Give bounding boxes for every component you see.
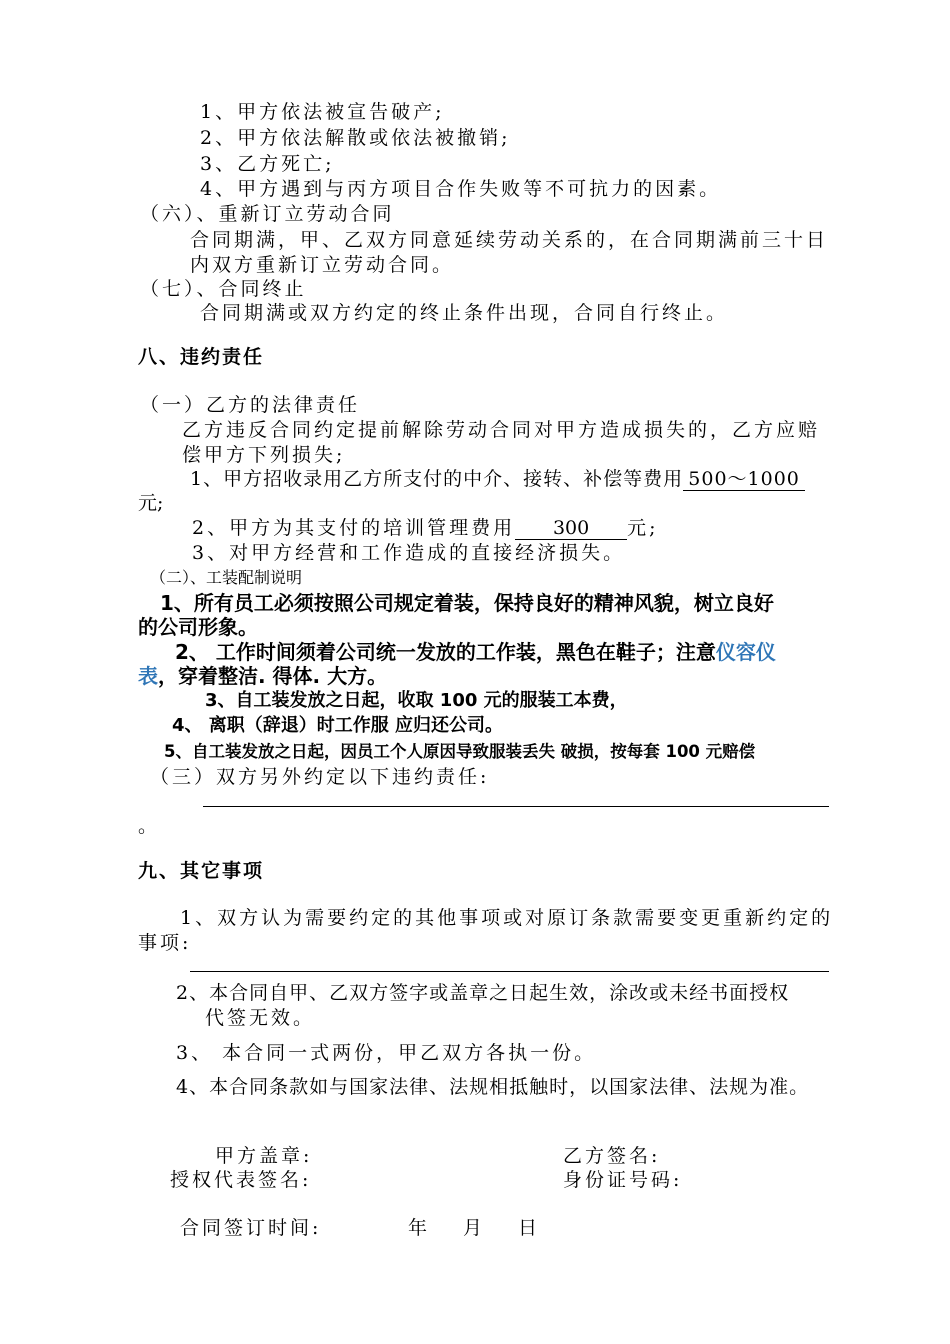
other-item-3: 3、 本合同一式两份，甲乙双方各执一份。 [176, 1042, 597, 1064]
fee-item-3: 3、对甲方经营和工作造成的直接经济损失。 [192, 542, 626, 564]
section-8-sub1-title: （一）乙方的法律责任 [140, 394, 361, 416]
renew-line-2: 内双方重新订立劳动合同。 [190, 254, 455, 276]
section-8-sub1-line-1: 乙方违反合同约定提前解除劳动合同对甲方造成损失的，乙方应赔 [182, 419, 821, 441]
appearance-link-b[interactable]: 表 [138, 664, 158, 688]
section-8-sub3-title: （三）双方另外约定以下违约责任: [150, 766, 490, 788]
other-item-2-line-2: 代签无效。 [205, 1007, 316, 1029]
other-item-2-line-1: 2、本合同自甲、乙双方签字或盖章之日起生效，涂改或未经书面授权 [176, 982, 790, 1004]
renew-title: （六）、重新订立劳动合同 [140, 203, 395, 225]
other-item-1-line-2: 事项: [138, 932, 192, 954]
fee-item-2-label: 2、甲方为其支付的培训管理费用 [192, 517, 516, 539]
other-item-4: 4、本合同条款如与国家法律、法规相抵触时，以国家法律、法规为准。 [176, 1076, 810, 1098]
termination-item-2: 2、甲方依法解散或依法被撤销; [200, 127, 511, 149]
fee-item-2-amount: 300 [515, 517, 627, 540]
uniform-title: （二）、工装配制说明 [150, 568, 303, 587]
uniform-p2-line-1 [175, 640, 776, 664]
section-8-heading: 八、违约责任 [138, 346, 265, 368]
auth-rep-label: 授权代表签名: [170, 1169, 312, 1191]
uniform-p1-line-1: 1、所有员工必须按照公司规定着装，保持良好的精神风貌，树立良好 [160, 591, 774, 615]
fee-item-1-unit: 元; [138, 492, 164, 514]
sign-date-label: 合同签订时间: [180, 1217, 322, 1239]
sign-date-day: 日 [518, 1217, 538, 1239]
other-item-1-line-1: 1、双方认为需要约定的其他事项或对原订条款需要变更重新约定的 [180, 907, 834, 929]
uniform-p2-line-2 [138, 664, 387, 688]
end-title: （七）、合同终止 [140, 278, 307, 300]
renew-line-1: 合同期满，甲、乙双方同意延续劳动关系的，在合同期满前三十日 [190, 229, 829, 251]
section-8-end-mark: 。 [138, 815, 158, 837]
uniform-p1-line-2: 的公司形象。 [138, 615, 258, 639]
id-number-label: 身份证号码: [563, 1169, 683, 1191]
uniform-p2-tail: ，穿着整洁. 得体. 大方。 [158, 664, 388, 688]
party-a-seal-label: 甲方盖章: [215, 1145, 313, 1167]
blank-line-other [190, 971, 829, 972]
uniform-p5: 5、自工装发放之日起，因员工个人原因导致服装丢失 破损，按每套 100 元赔偿 [164, 742, 756, 761]
appearance-link-a[interactable]: 仪容仪 [715, 640, 776, 664]
sign-date-year: 年 [408, 1217, 428, 1239]
party-b-sign-label: 乙方签名: [563, 1145, 661, 1167]
section-9-heading: 九、其它事项 [138, 860, 265, 882]
fee-item-2 [192, 516, 659, 540]
sign-date-month: 月 [463, 1217, 483, 1239]
section-8-sub1-line-2: 偿甲方下列损失; [182, 444, 346, 466]
fee-item-1-amount: 500～1000 [683, 468, 805, 491]
termination-item-4: 4、甲方遇到与丙方项目合作失败等不可抗力的因素。 [200, 178, 722, 200]
fee-item-2-unit: 元; [627, 517, 659, 539]
uniform-p3: 3、自工装发放之日起，收取 100 元的服装工本费， [205, 690, 628, 711]
termination-item-1: 1、甲方依法被宣告破产; [200, 101, 445, 123]
termination-item-3: 3、乙方死亡; [200, 153, 335, 175]
fee-item-1 [190, 467, 805, 491]
uniform-p4: 4、 离职（辞退）时工作服 应归还公司。 [172, 715, 504, 736]
blank-line-breach [203, 806, 829, 807]
end-body: 合同期满或双方约定的终止条件出现，合同自行终止。 [200, 302, 729, 324]
uniform-p2-text: 2、 工作时间须着公司统一发放的工作装，黑色在鞋子；注意 [175, 640, 716, 664]
fee-item-1-label: 1、甲方招收录用乙方所支付的中介、接转、补偿等费用 [190, 468, 684, 490]
